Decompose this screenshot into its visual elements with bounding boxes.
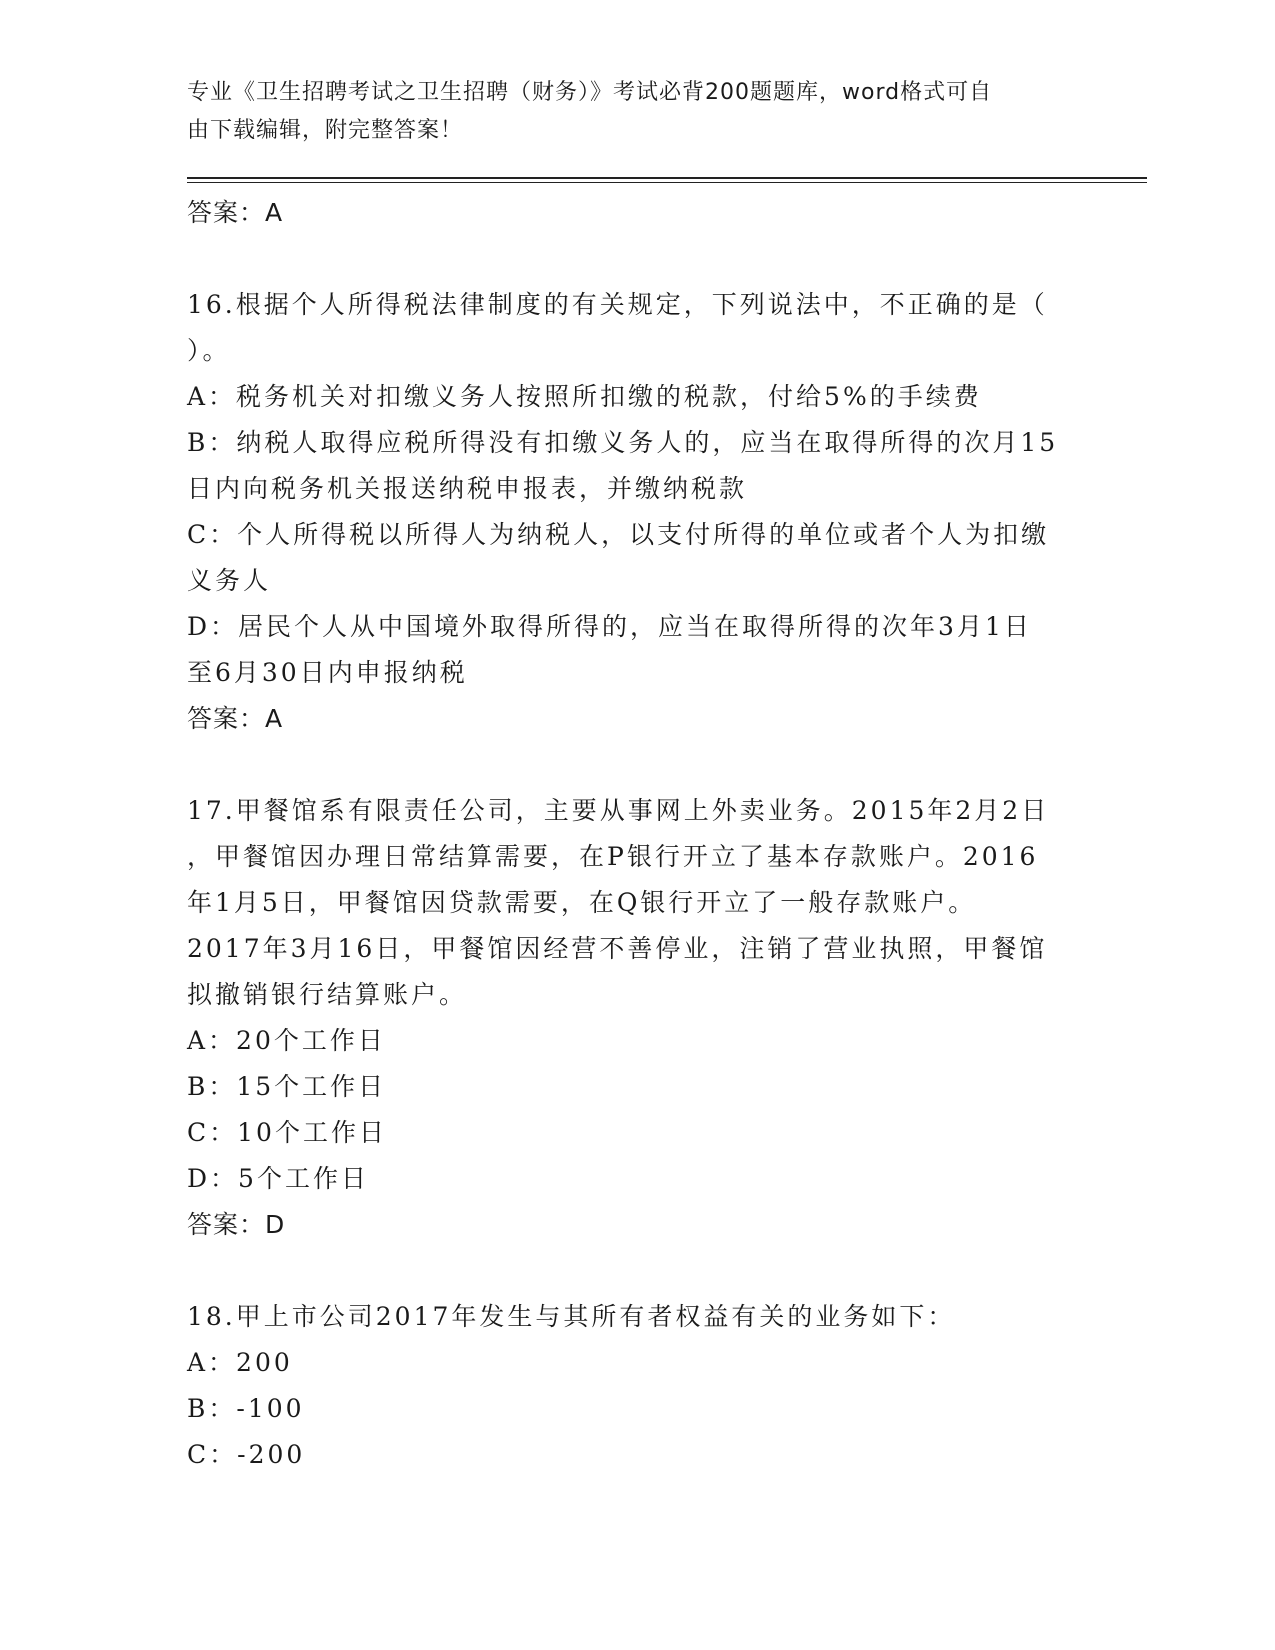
q16-option-a: A：税务机关对扣缴义务人按照所扣缴的税款，付给5%的手续费 [187,382,982,411]
q16-stem-line-1: 16.根据个人所得税法律制度的有关规定，下列说法中，不正确的是（ [187,290,1048,319]
spacer [187,236,1087,282]
q16-answer: 答案：A [187,704,284,733]
q18-stem-line-1: 18.甲上市公司2017年发生与其所有者权益有关的业务如下： [187,1302,956,1331]
q17-answer: 答案：D [187,1210,286,1239]
question-16 [187,282,1087,742]
q17-stem-line-4: 2017年3月16日，甲餐馆因经营不善停业，注销了营业执照，甲餐馆 [187,934,1048,963]
q18-option-a: A：200 [187,1348,293,1377]
q16-option-b-line-2: 日内向税务机关报送纳税申报表，并缴纳税款 [187,474,748,503]
spacer [187,742,1087,788]
header-line-1: 专业《卫生招聘考试之卫生招聘（财务）》考试必背200题题库，word格式可自 [187,80,993,105]
document-header [187,74,1067,150]
q17-stem-line-1: 17.甲餐馆系有限责任公司，主要从事网上外卖业务。2015年2月2日 [187,796,1050,825]
previous-answer: 答案：A [187,198,284,227]
header-rule-thick [187,177,1147,179]
q17-stem-line-5: 拟撤销银行结算账户。 [187,980,468,1009]
question-content [187,190,1087,1478]
q17-stem-line-3: 年1月5日，甲餐馆因贷款需要，在Q银行开立了一般存款账户。 [187,888,977,917]
q17-option-a: A：20个工作日 [187,1026,386,1055]
q16-option-c-line-1: C：个人所得税以所得人为纳税人，以支付所得的单位或者个人为扣缴 [187,520,1050,549]
question-17 [187,788,1087,1248]
q17-option-b: B：15个工作日 [187,1072,387,1101]
q16-option-b-line-1: B：纳税人取得应税所得没有扣缴义务人的，应当在取得所得的次月15 [187,428,1059,457]
q17-option-c: C：10个工作日 [187,1118,387,1147]
q16-option-d-line-1: D：居民个人从中国境外取得所得的，应当在取得所得的次年3月1日 [187,612,1032,641]
header-rule-thin [187,182,1147,183]
q18-option-c: C：-200 [187,1440,306,1469]
question-18 [187,1294,1087,1478]
q16-option-c-line-2: 义务人 [187,566,272,595]
q16-stem-line-2: ）。 [187,336,231,365]
q18-option-b: B：-100 [187,1394,305,1423]
q17-option-d: D：5个工作日 [187,1164,369,1193]
q17-stem-line-2: ，甲餐馆因办理日常结算需要，在P银行开立了基本存款账户。2016 [187,842,1039,871]
spacer [187,1248,1087,1294]
header-line-2: 由下载编辑，附完整答案！ [187,118,464,143]
q16-option-d-line-2: 至6月30日内申报纳税 [187,658,468,687]
